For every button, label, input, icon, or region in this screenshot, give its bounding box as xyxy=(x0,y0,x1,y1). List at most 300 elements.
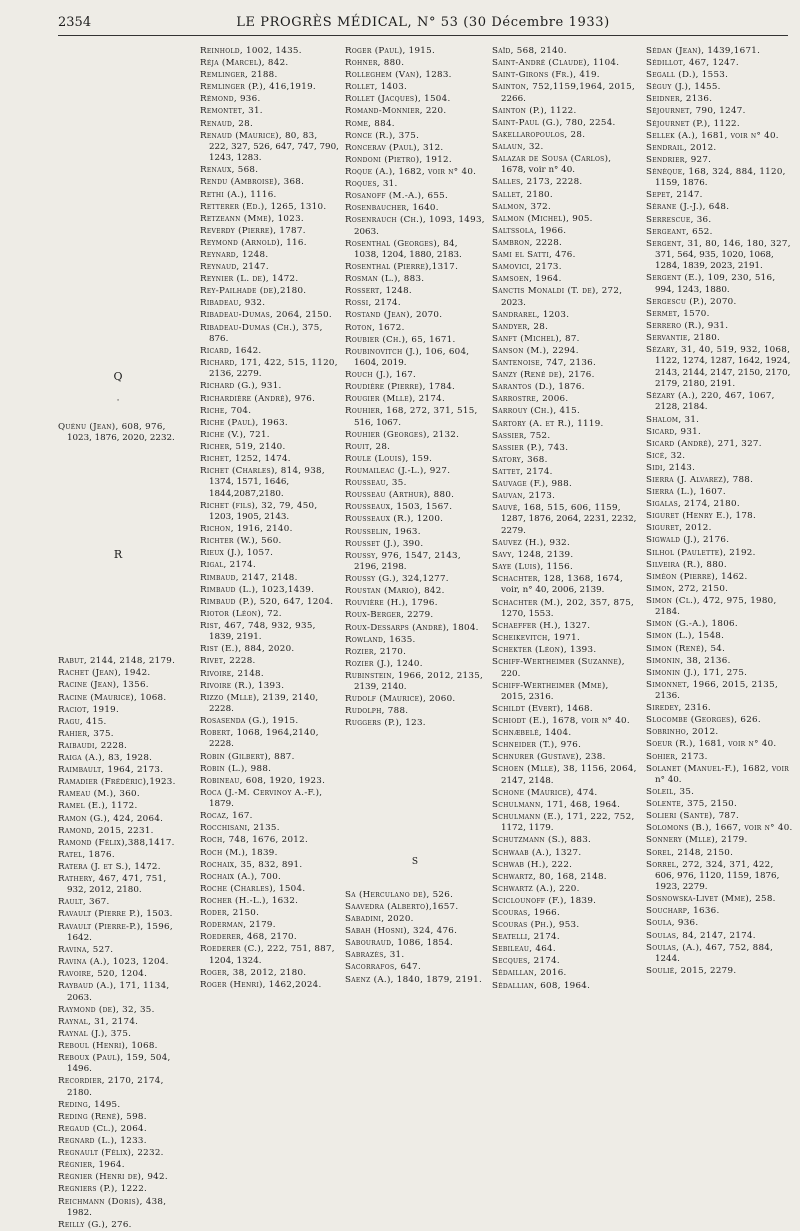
index-entry: Ratel, 1876. xyxy=(58,849,115,860)
index-entry: Scheikevitch, 1971. xyxy=(492,633,581,644)
index-entry: Soulié, 2015, 2279. xyxy=(646,966,737,977)
index-entry: Sepet, 2147. xyxy=(646,190,703,201)
index-entry: Rozier (J.), 1240. xyxy=(345,658,423,669)
index-entry: Robert, 1068, 1964,2140, 2228. xyxy=(200,728,319,750)
s-entries xyxy=(345,890,485,986)
index-entry: Soeur (R.), 1681, voir n° 40. xyxy=(646,739,777,750)
index-entry: Ramadier (Frédéric),1923. xyxy=(58,777,176,788)
index-entry: Richard, 171, 422, 515, 1120, 2136, 2279. xyxy=(200,358,338,380)
entry-list xyxy=(492,46,637,992)
index-entry: Roder, 2150. xyxy=(200,907,260,918)
index-entry: Siméon (Pierre), 1462. xyxy=(646,571,748,582)
index-entry: Ramon (G.), 424, 2064. xyxy=(58,813,164,824)
index-entry: Riche (Paul), 1963. xyxy=(200,417,288,428)
index-entry: Roumaileac (J.-L.), 927. xyxy=(345,466,451,477)
index-entry: Savy, 1248, 2139. xyxy=(492,549,574,560)
index-entry: Rathery, 467, 471, 751, 932, 2012, 2180. xyxy=(58,873,167,896)
index-entry: Réja (Marcel), 842. xyxy=(200,58,289,69)
index-entry: Sattet, 2174. xyxy=(492,466,553,477)
index-entry: Sanctis Monaldi (T. de), 272, 2023. xyxy=(492,286,623,308)
index-entry: Saltssola, 1966. xyxy=(492,225,567,236)
index-entry: Sobrinho, 2012. xyxy=(646,727,719,738)
index-column-4 xyxy=(492,46,637,1046)
index-entry: Saint-André (Claude), 1104. xyxy=(492,58,620,69)
index-entry: Simonin (J.), 171, 275. xyxy=(646,667,748,678)
index-entry: Solieri (Sante), 787. xyxy=(646,811,740,822)
index-entry: Sergeant, 652. xyxy=(646,226,713,237)
index-entry: Sédaillan, 2016. xyxy=(492,968,567,979)
index-entry: Roudière (Pierre), 1784. xyxy=(345,382,456,393)
index-entry: Ramond (Félix),388,1417. xyxy=(58,837,175,848)
index-entry: Silhol (Paulette), 2192. xyxy=(646,547,756,558)
index-entry: Sanzy (René de), 2176. xyxy=(492,370,595,381)
index-entry: Reboux (Paul), 159, 504, 1496. xyxy=(58,1052,171,1075)
index-entry: Ravault (Pierre P.), 1503. xyxy=(58,909,173,920)
index-entry: Rousseau, 35. xyxy=(345,478,407,489)
index-entry: Rollet (Jacques), 1504. xyxy=(345,94,451,105)
index-entry: Ragu, 415. xyxy=(58,716,107,727)
index-entry: Salles, 2173, 2228. xyxy=(492,177,583,188)
index-entry: Schnurer (Gustave), 238. xyxy=(492,752,606,763)
index-entry: Roubinovitch (J.), 106, 604, 1604, 2019. xyxy=(345,346,470,369)
index-entry: Reymond (Arnold), 116. xyxy=(200,237,307,248)
index-entry: Sendrier, 927. xyxy=(646,154,712,165)
index-entry: Sicard (André), 271, 327. xyxy=(646,438,762,449)
index-entry: Servantie, 2180. xyxy=(646,333,721,344)
index-entry: Rouch (J.), 167. xyxy=(345,370,417,381)
index-entry: Rault, 367. xyxy=(58,897,110,908)
index-entry: Soucharp, 1636. xyxy=(646,906,720,917)
index-entry: Sabouraud, 1086, 1854. xyxy=(345,938,454,949)
index-entry: Rohner, 880. xyxy=(345,58,405,69)
index-entry: Retzeann (Mme), 1023. xyxy=(200,213,304,224)
index-entry: Rigal, 2174. xyxy=(200,560,257,571)
index-entry: Schutzmann (S.), 883. xyxy=(492,835,592,846)
index-entry: Roderman, 2179. xyxy=(200,920,276,931)
index-entry: Reding (René), 598. xyxy=(58,1111,147,1122)
index-entry: Salmon, 372. xyxy=(492,201,552,212)
index-column-2 xyxy=(200,46,340,1046)
index-entry: Sanft (Michel), 87. xyxy=(492,333,580,344)
index-entry: Sacorrafos, 647. xyxy=(345,962,422,973)
index-entry: Retterer (Ed.), 1265, 1310. xyxy=(200,201,327,212)
index-entry: Schwab (H.), 222. xyxy=(492,859,573,870)
index-entry: Saye (Luis), 1156. xyxy=(492,562,574,573)
index-entry: Rowland, 1635. xyxy=(345,634,416,645)
index-entry: Rosenthal (Georges), 84, 1038, 1204, 1880, 2183. xyxy=(345,238,462,260)
index-entry: Roch (M.), 1839. xyxy=(200,847,278,858)
page-number: 2354 xyxy=(58,15,92,30)
index-entry: Rivet, 2228. xyxy=(200,656,256,667)
index-entry: Sauvan, 2173. xyxy=(492,491,556,502)
index-entry: Ricard, 1642. xyxy=(200,345,262,356)
index-entry: Sierra (J. Alvarez), 788. xyxy=(646,475,754,485)
index-entry: Rousseaux, 1503, 1567. xyxy=(345,502,453,513)
index-entry: Sidi, 2143. xyxy=(646,462,696,473)
letter-separator: · xyxy=(116,396,120,407)
index-entry: Rendu (Ambroise), 368. xyxy=(200,177,305,188)
index-entry: Rocaz, 167. xyxy=(200,811,253,822)
index-column-1 xyxy=(58,46,178,1230)
index-entry: Reilly (G.), 276. xyxy=(58,1219,132,1230)
index-entry: Solanet (Manuel-F.), 1682, voir n° 40. xyxy=(646,763,790,785)
index-entry: Roustan (Mario), 842. xyxy=(345,586,445,597)
index-entry: Roca (J.-M. Cervinoy A.-F.), 1879. xyxy=(200,787,323,810)
index-entry: Salazar de Sousa (Carlos), 1678, voir n° 40. xyxy=(492,154,612,176)
index-entry: Sosnowska-Livet (Mme), 258. xyxy=(646,894,776,905)
index-entry: Rimbaud (P.), 520, 647, 1204. xyxy=(200,596,334,607)
index-entry: Segall (D.), 1553. xyxy=(646,70,729,81)
index-entry: Séjournet (P.), 1122. xyxy=(646,118,740,129)
index-entry: Schachter (M.), 202, 357, 875, 1270, 1553. xyxy=(492,597,635,619)
index-entry: Sergescu (P.), 2070. xyxy=(646,296,737,307)
index-entry: Séjournet, 790, 1247. xyxy=(646,106,746,117)
index-entry: Simonnet, 1966, 2015, 2135, 2136. xyxy=(646,679,779,702)
index-entry: Santenoise, 747, 2136. xyxy=(492,358,597,369)
index-entry: Sainton (P.), 1122. xyxy=(492,105,577,116)
index-entry: Robin (L.), 988. xyxy=(200,763,272,774)
index-entry: Saint-Girons (Fr.), 419. xyxy=(492,70,600,81)
index-entry: Richet (fils), 32, 79, 450, 1203, 1905, 2143. xyxy=(200,500,318,523)
index-entry: Saavedra (Alberto),1657. xyxy=(345,901,459,912)
index-entry: Rudolf (Maurice), 2060. xyxy=(345,694,456,705)
index-entry: Roton, 1672. xyxy=(345,322,405,333)
index-entry: Recordier, 2170, 2174, 2180. xyxy=(58,1076,164,1098)
index-entry: Sauvez (H.), 932. xyxy=(492,537,571,548)
index-entry: Rouhier, 168, 272, 371, 515, 516, 1067. xyxy=(345,406,478,428)
index-entry: Scouras (Ph.), 953. xyxy=(492,920,580,931)
index-entry: Rousselin, 1963. xyxy=(345,526,421,537)
index-entry: Rosman (L.), 883. xyxy=(345,274,425,285)
index-entry: Simonin, 38, 2136. xyxy=(646,655,731,666)
index-entry: Ravina, 527. xyxy=(58,944,114,955)
index-entry: Rousseaux (R.), 1200. xyxy=(345,514,444,525)
index-entry: Schwartz (A.), 220. xyxy=(492,883,580,894)
index-entry: Sakellaropoulos, 28. xyxy=(492,129,586,140)
index-entry: Sebileau, 464. xyxy=(492,944,556,955)
index-entry: Siguret (Henry E.), 178. xyxy=(646,511,757,522)
index-entry: Rondoni (Pietro), 1912. xyxy=(345,154,452,165)
index-entry: Roch, 748, 1676, 2012. xyxy=(200,835,309,846)
index-entry: Sabrazès, 31. xyxy=(345,950,405,961)
index-entry: Sermet, 1570. xyxy=(646,308,710,319)
index-entry: Sicard, 931. xyxy=(646,426,702,437)
index-entry: Rameau (M.), 360. xyxy=(58,789,140,800)
index-entry: Rome, 884. xyxy=(345,118,395,129)
index-entry: Reboul (Henri), 1068. xyxy=(58,1040,158,1051)
index-entry: Sami el Satti, 476. xyxy=(492,250,576,260)
index-entry: Sambron, 2228. xyxy=(492,237,563,248)
index-entry: Rey-Pailhade (de),2180. xyxy=(200,286,307,297)
index-entry: Schnæbelé, 1404. xyxy=(492,728,572,739)
index-entry: Soleil, 35. xyxy=(646,787,695,798)
index-entry: Rubinstein, 1966, 2012, 2135, 2139, 2140. xyxy=(345,670,484,693)
index-entry: Reding, 1495. xyxy=(58,1099,121,1110)
index-entry: Racine (Maurice), 1068. xyxy=(58,692,167,703)
index-entry: Richet, 1252, 1474. xyxy=(200,454,291,464)
index-entry: Rousseau (Arthur), 880. xyxy=(345,490,455,501)
index-entry: Riche, 704. xyxy=(200,405,252,416)
index-entry: Sarrostre, 2006. xyxy=(492,394,569,405)
index-entry: Richardière (André), 976. xyxy=(200,393,316,404)
index-entry: Richet (Charles), 814, 938, 1374, 1571, 1646, 1844,2087,2180. xyxy=(200,466,325,499)
index-entry: Regniers (P.), 1222. xyxy=(58,1184,148,1195)
index-entry: Raynal (J.), 375. xyxy=(58,1028,132,1039)
index-entry: Ribadeau-Dumas, 2064, 2150. xyxy=(200,310,332,321)
index-entry: Schildt (Evert), 1468. xyxy=(492,703,593,714)
index-entry: Schone (Maurice), 474. xyxy=(492,787,598,798)
index-entry: Sassier (P.), 743. xyxy=(492,442,569,453)
index-entry: Rist, 467, 748, 932, 935, 1839, 2191. xyxy=(200,620,316,643)
index-entry: Sicé, 32. xyxy=(646,450,686,461)
index-entry: Sohier, 2173. xyxy=(646,751,708,762)
index-entry: Rouhier (Georges), 2132. xyxy=(345,429,460,440)
index-entry: Salaun, 32. xyxy=(492,141,544,152)
index-entry: Schiff-Wertheimer (Mme), 2015, 2316. xyxy=(492,680,609,702)
index-entry: Sonnery (Mlle), 2179. xyxy=(646,835,748,846)
index-entry: Sandyer, 28. xyxy=(492,321,549,332)
index-entry: Rosenbaucher, 1640. xyxy=(345,203,439,214)
index-entry: Samovici, 2173. xyxy=(492,262,562,273)
index-entry: Régnier, 1964. xyxy=(58,1160,125,1171)
index-entry: Rollet, 1403. xyxy=(345,82,408,93)
index-entry: Remontet, 31. xyxy=(200,106,263,117)
index-entry: Renaud (Maurice), 80, 83, 222, 327, 526, 647, 747, 790, 1243, 1283. xyxy=(200,130,339,164)
index-entry: Siguret, 2012. xyxy=(646,523,712,534)
index-entry: Renaud, 28. xyxy=(200,118,254,129)
index-entry: Ramond, 2015, 2231. xyxy=(58,825,154,836)
r-entries xyxy=(58,656,178,1231)
entry-list xyxy=(345,46,485,730)
index-entry: Rouit, 28. xyxy=(345,441,391,452)
index-entry: Schwartz, 80, 168, 2148. xyxy=(492,871,607,882)
index-entry: Sorel, 2148, 2150. xyxy=(646,847,734,858)
index-entry: Sabadini, 2020. xyxy=(345,914,414,925)
index-entry: Roncerav (Paul), 312. xyxy=(345,142,444,153)
index-entry: Sérane (J.-J.), 648. xyxy=(646,202,730,213)
index-entry: Raymond (de), 32, 35. xyxy=(58,1004,155,1015)
index-entry: Robineau, 608, 1920, 1923. xyxy=(200,775,326,786)
index-entry: Samsoen, 1964. xyxy=(492,274,562,285)
index-entry: Soulas, (A.), 467, 752, 884, 1244. xyxy=(646,942,774,964)
section-letter-s: S xyxy=(411,856,419,867)
index-entry: Rahier, 375. xyxy=(58,728,114,739)
index-entry: Ronce (R.), 375. xyxy=(345,130,420,141)
index-entry: Rostand (Jean), 2070. xyxy=(345,310,443,321)
section-letter-r: R xyxy=(113,547,123,561)
index-entry: Schulmann, 171, 468, 1964. xyxy=(492,799,621,810)
index-entry: Simon, 272, 2150. xyxy=(646,583,729,594)
index-entry: Schekter (Léon), 1393. xyxy=(492,645,597,656)
index-entry: Saenz (A.), 1840, 1879, 2191. xyxy=(345,974,483,985)
index-entry: Raciot, 1919. xyxy=(58,704,120,715)
index-entry: Slocombe (Georges), 626. xyxy=(646,715,761,726)
index-entry: Sergent (E.), 109, 230, 516, 994, 1243, 1880. xyxy=(646,273,776,295)
index-entry: Sassier, 752. xyxy=(492,430,551,441)
index-entry: Raimbault, 1964, 2173. xyxy=(58,765,164,776)
index-entry: Reynaud, 2147. xyxy=(200,262,269,273)
index-entry: Sendrail, 2012. xyxy=(646,142,717,153)
index-entry: Soulas, 84, 2147, 2174. xyxy=(646,930,756,941)
index-entry: Sarrouy (Ch.), 415. xyxy=(492,406,581,417)
index-entry: Ramel (E.), 1172. xyxy=(58,801,138,812)
index-entry: Satory, 368. xyxy=(492,454,548,465)
index-entry: Rosenrauch (Ch.), 1093, 1493, 2063. xyxy=(345,215,485,237)
index-entry: Rimbaud, 2147, 2148. xyxy=(200,572,298,583)
index-entry: Simon (G.-A.), 1806. xyxy=(646,619,738,630)
index-entry: Salmon (Michel), 905. xyxy=(492,213,593,224)
index-entry: Roques, 31. xyxy=(345,179,398,190)
index-entry: Roussy (G.), 324,1277. xyxy=(345,574,449,585)
entry-list xyxy=(646,46,794,977)
index-entry: Saint-Paul (G.), 780, 2254. xyxy=(492,117,616,128)
index-entry: Roux-Berger, 2279. xyxy=(345,610,434,621)
index-entry: Schoen (Mlle), 38, 1156, 2064, 2147, 2148. xyxy=(492,764,637,786)
index-entry: Sierra (L.), 1607. xyxy=(646,487,726,498)
index-entry: Rochaix (A.), 700. xyxy=(200,871,282,882)
index-entry: Saïd, 568, 2140. xyxy=(492,46,567,56)
index-entry: Sarantos (D.), 1876. xyxy=(492,382,585,393)
index-entry: Sallet, 2180. xyxy=(492,189,553,200)
index-entry: Sellek (A.), 1681, voir n° 40. xyxy=(646,130,779,141)
index-entry: Robin (Gilbert), 887. xyxy=(200,751,295,762)
index-entry: Rivoire (R.), 1393. xyxy=(200,680,285,691)
index-entry: Rabut, 2144, 2148, 2179. xyxy=(58,656,176,667)
index-entry: Rossi, 2174. xyxy=(345,298,401,309)
index-entry: Serrescue, 36. xyxy=(646,214,712,225)
index-entry: Roque (A.), 1682, voir n° 40. xyxy=(345,166,477,177)
index-entry: Rieux (J.), 1057. xyxy=(200,548,274,559)
index-entry: Rémond, 936. xyxy=(200,94,261,105)
index-entry: Rousset (J.), 390. xyxy=(345,538,424,549)
index-entry: Roger, 38, 2012, 2180. xyxy=(200,967,307,978)
index-entry: Sorrel, 272, 324, 371, 422, 606, 976, 1120, 1159, 1876, 1923, 2279. xyxy=(646,859,780,893)
index-entry: Roger (Paul), 1915. xyxy=(345,46,436,56)
index-entry: Rougier (Mlle), 2174. xyxy=(345,394,446,405)
index-entry: Serrero (R.), 931. xyxy=(646,320,729,331)
index-entry: Soula, 936. xyxy=(646,918,699,929)
index-entry: Ravina (A.), 1023, 1204. xyxy=(58,957,169,968)
index-entry: Roger (Henri), 1462,2024. xyxy=(200,979,322,990)
index-entry: Reichmann (Doris), 438, 1982. xyxy=(58,1196,167,1218)
index-entry: Rossert, 1248. xyxy=(345,286,412,297)
index-entry: Regnard (L.), 1233. xyxy=(58,1136,147,1147)
index-entry: Sénèque, 168, 324, 884, 1120, 1159, 1876. xyxy=(646,166,786,189)
index-entry: Schaeffer (H.), 1327. xyxy=(492,620,591,631)
index-entry: Sa (Herculano de), 526. xyxy=(345,889,454,900)
index-entry: Shalom, 31. xyxy=(646,414,700,425)
index-entry: Ruggers (P.), 123. xyxy=(345,718,426,729)
index-entry: Riche (V.), 721. xyxy=(200,429,270,440)
index-entry: Ravault (Pierre-P.), 1596, 1642. xyxy=(58,921,173,943)
index-entry: Richer, 519, 2140. xyxy=(200,441,286,452)
index-entry: Sergent, 31, 80, 146, 180, 327, 371, 564, 935, 1020, 1068, 1284, 1839, 2023, 2191. xyxy=(646,238,791,272)
index-entry: Schulmann (E.), 171, 222, 752, 1172, 1179. xyxy=(492,812,635,834)
index-entry: Sainton, 752,1159,1964, 2015, 2266. xyxy=(492,82,636,104)
index-entry: Schiff-Wertheimer (Suzanne), 220. xyxy=(492,657,625,679)
index-entry: Solomons (B.), 1667, voir n° 40. xyxy=(646,823,793,834)
index-entry: Rachet (Jean), 1942. xyxy=(58,668,151,679)
index-entry: Richon, 1916, 2140. xyxy=(200,524,293,535)
index-entry: Solente, 375, 2150. xyxy=(646,799,738,810)
index-entry: Renaux, 568. xyxy=(200,165,259,176)
index-entry: Rizzo (Mlle), 2139, 2140, 2228. xyxy=(200,692,319,714)
index-entry: Rochaix, 35, 832, 891. xyxy=(200,859,303,870)
index-entry: Raiga (A.), 83, 1928. xyxy=(58,753,153,764)
entry-list xyxy=(200,46,340,991)
index-entry: Raybaud (A.), 171, 1134, 2063. xyxy=(58,981,170,1003)
index-entry: Remlinger (P.), 416,1919. xyxy=(200,82,316,93)
index-entry: Sézary, 31, 40, 519, 932, 1068, 1122, 1274, 1287, 1642, 1924, 2143, 2144, 2147, 2150, 2170, 2179, 2180, 2191. xyxy=(646,345,791,390)
index-entry: Roederer, 468, 2170. xyxy=(200,932,297,943)
index-entry: Sauvé, 168, 515, 606, 1159, 1287, 1876, 2064, 2231, 2232, 2279. xyxy=(492,503,637,536)
index-entry: Richter (W.), 560. xyxy=(200,536,282,547)
index-entry: Rouvière (H.), 1796. xyxy=(345,598,438,609)
q-entries xyxy=(58,422,178,445)
index-entry: Simon (L.), 1548. xyxy=(646,631,725,642)
index-entry: Roubier (Ch.), 65, 1671. xyxy=(345,334,456,345)
index-entry: Reinhold, 1002, 1435. xyxy=(200,46,302,56)
index-column-3 xyxy=(345,46,485,1046)
index-entry: Rozier, 2170. xyxy=(345,646,407,657)
index-entry: Schwaab (A.), 1327. xyxy=(492,847,582,858)
index-entry: Sigalas, 2174, 2180. xyxy=(646,499,740,510)
index-entry: Ratera (J. et S.), 1472. xyxy=(58,861,161,872)
index-entry: Remlinger, 2188. xyxy=(200,70,278,81)
index-entry: Simon (Cl.), 472, 975, 1980, 2184. xyxy=(646,595,777,618)
index-entry: Sédallian, 608, 1964. xyxy=(492,980,591,991)
index-entry: Richard (G.), 931. xyxy=(200,381,282,392)
index-entry: Reverdy (Pierre), 1787. xyxy=(200,225,306,236)
index-entry: Séguy (J.), 1455. xyxy=(646,82,721,93)
index-entry: Regnault (Félix), 2232. xyxy=(58,1148,164,1159)
index-entry: Secques, 2174. xyxy=(492,956,560,967)
index-entry: Roule (Louis), 159. xyxy=(345,454,433,464)
journal-title: LE PROGRÈS MÉDICAL, N° 53 (30 Décembre 1933) xyxy=(236,15,610,30)
index-entry: Roussy, 976, 1547, 2143, 2196, 2198. xyxy=(345,550,461,573)
index-entry: Sédillot, 467, 1247. xyxy=(646,58,739,69)
index-entry: Simon (René), 54. xyxy=(646,643,726,654)
index-entry: Rimbaud (L.), 1023,1439. xyxy=(200,584,315,595)
index-entry: Rocchisani, 2135. xyxy=(200,823,280,834)
index-entry: Seidner, 2136. xyxy=(646,94,713,105)
section-letter-q: Q xyxy=(113,370,123,383)
index-entry: Sartory (A. et R.), 1119. xyxy=(492,418,604,429)
index-entry: Raibaudi, 2228. xyxy=(58,740,128,751)
index-entry: Schachter, 128, 1368, 1674, voir, n° 40, 2006, 2139. xyxy=(492,574,624,596)
index-entry: Ribadeau-Dumas (Ch.), 375, 876. xyxy=(200,322,323,344)
index-entry: Sauvage (F.), 988. xyxy=(492,478,573,489)
index-entry: Sédan (Jean), 1439,1671. xyxy=(646,46,761,56)
index-column-5 xyxy=(646,46,794,1046)
header-rule xyxy=(58,35,788,36)
index-entry: Rivoire, 2148. xyxy=(200,668,264,679)
index-entry: Rosanoff (M.-A.), 655. xyxy=(345,191,449,202)
index-entry: Roederer (C.), 222, 751, 887, 1204, 1324. xyxy=(200,944,335,966)
index-entry: Régnier (Henri de), 942. xyxy=(58,1172,168,1183)
index-entry: Rudolph, 788. xyxy=(345,706,409,717)
index-entry: Roux-Dessarps (André), 1804. xyxy=(345,622,479,633)
index-entry: Schiodt (E.), 1678, voir n° 40. xyxy=(492,716,630,727)
index-entry: Raynal, 31, 2174. xyxy=(58,1016,139,1027)
index-entry: Sandrarel, 1203. xyxy=(492,309,570,320)
index-entry: Rocher (H.-L.), 1632. xyxy=(200,895,299,906)
index-entry: Scouras, 1966. xyxy=(492,907,561,918)
index-entry: Ribadeau, 932. xyxy=(200,298,266,309)
index-entry: Riotor (Léon), 72. xyxy=(200,608,282,619)
index-entry: Ravoire, 520, 1204. xyxy=(58,969,148,980)
index-entry: Sabah (Hosni), 324, 476. xyxy=(345,926,458,937)
